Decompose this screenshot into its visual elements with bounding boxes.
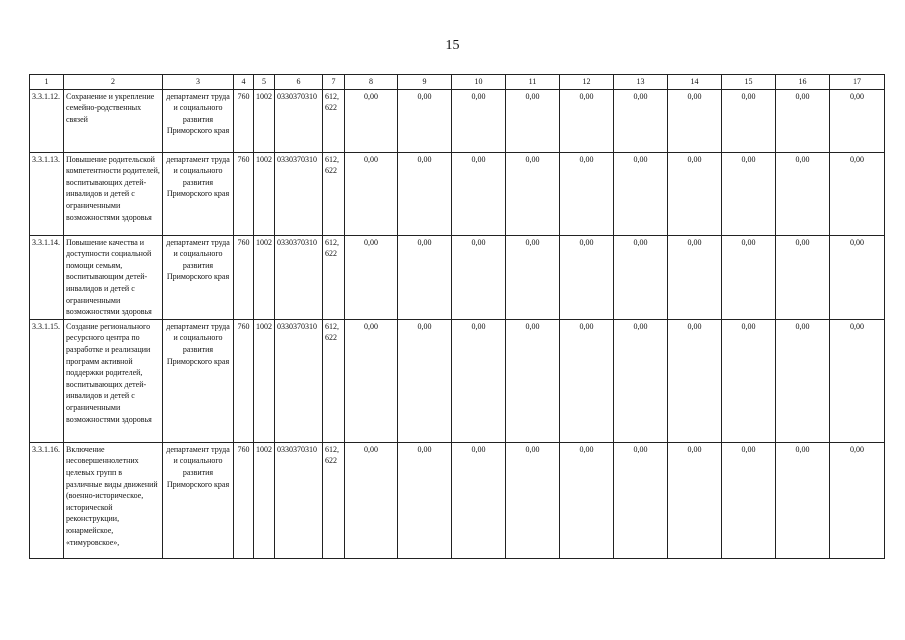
row-value: 0,00 (668, 319, 722, 442)
row-value: 0,00 (722, 152, 776, 235)
header-row (30, 75, 885, 90)
row-value: 0,00 (614, 152, 668, 235)
row-value: 0,00 (345, 235, 398, 319)
row-code: 3.3.1.15. (30, 319, 64, 442)
row-value: 0,00 (452, 89, 506, 152)
column-header: 2 (64, 75, 163, 90)
row-value: 0,00 (614, 319, 668, 442)
table-row (30, 319, 885, 442)
row-value: 0,00 (722, 89, 776, 152)
page-number: 15 (445, 38, 460, 53)
row-event-name: Сохранение и укрепление семейно-родственных связей (64, 89, 163, 152)
column-header: 14 (668, 75, 722, 90)
table-row (30, 152, 885, 235)
row-value: 0,00 (560, 89, 614, 152)
row-value: 0,00 (668, 442, 722, 558)
row-rzpr: 1002 (254, 89, 275, 152)
row-csr: 0330370310 (275, 442, 323, 558)
row-value: 0,00 (830, 319, 885, 442)
column-header: 16 (776, 75, 830, 90)
row-value: 0,00 (614, 89, 668, 152)
row-value: 0,00 (830, 89, 885, 152)
column-header: 11 (506, 75, 560, 90)
row-rzpr: 1002 (254, 319, 275, 442)
row-value: 0,00 (452, 152, 506, 235)
column-header: 1 (30, 75, 64, 90)
row-value: 0,00 (776, 319, 830, 442)
row-value: 0,00 (830, 442, 885, 558)
row-event-name: Повышение родительской компетентности родителей, воспитывающих детей-инвалидов и детей с ограниченными возможностями здоровья (64, 152, 163, 235)
row-value: 0,00 (614, 235, 668, 319)
row-grbs: 760 (234, 152, 254, 235)
row-csr: 0330370310 (275, 152, 323, 235)
budget-table (29, 74, 885, 559)
row-grbs: 760 (234, 442, 254, 558)
row-value: 0,00 (560, 235, 614, 319)
column-header: 4 (234, 75, 254, 90)
row-value: 0,00 (398, 319, 452, 442)
row-value: 0,00 (398, 152, 452, 235)
column-header: 7 (323, 75, 345, 90)
row-value: 0,00 (452, 319, 506, 442)
row-grbs: 760 (234, 319, 254, 442)
row-value: 0,00 (776, 152, 830, 235)
row-vr: 612, 622 (323, 319, 345, 442)
row-value: 0,00 (506, 89, 560, 152)
table-row (30, 235, 885, 319)
row-value: 0,00 (830, 235, 885, 319)
row-department: департамент труда и социального развития Приморского края (163, 89, 234, 152)
row-value: 0,00 (776, 235, 830, 319)
row-grbs: 760 (234, 89, 254, 152)
row-value: 0,00 (830, 152, 885, 235)
row-code: 3.3.1.14. (30, 235, 64, 319)
row-value: 0,00 (398, 442, 452, 558)
table-row (30, 442, 885, 558)
column-header: 5 (254, 75, 275, 90)
row-value: 0,00 (506, 235, 560, 319)
row-department: департамент труда и социального развития Приморского края (163, 152, 234, 235)
row-value: 0,00 (560, 152, 614, 235)
row-value: 0,00 (722, 319, 776, 442)
row-csr: 0330370310 (275, 89, 323, 152)
row-value: 0,00 (452, 235, 506, 319)
column-header: 10 (452, 75, 506, 90)
row-grbs: 760 (234, 235, 254, 319)
column-header: 9 (398, 75, 452, 90)
row-value: 0,00 (614, 442, 668, 558)
row-vr: 612, 622 (323, 442, 345, 558)
row-code: 3.3.1.12. (30, 89, 64, 152)
row-value: 0,00 (345, 442, 398, 558)
row-value: 0,00 (452, 442, 506, 558)
row-event-name: Создание регионального ресурсного центра по разработке и реализации программ активной поддержки родителей, воспитывающих детей-инвалидов и детей с ограниченными возможностями здоровья (64, 319, 163, 442)
row-value: 0,00 (560, 442, 614, 558)
row-code: 3.3.1.13. (30, 152, 64, 235)
row-code: 3.3.1.16. (30, 442, 64, 558)
row-value: 0,00 (345, 319, 398, 442)
row-department: департамент труда и социального развития Приморского края (163, 319, 234, 442)
row-value: 0,00 (776, 89, 830, 152)
row-value: 0,00 (722, 442, 776, 558)
row-department: департамент труда и социального развития Приморского края (163, 442, 234, 558)
column-header: 15 (722, 75, 776, 90)
row-value: 0,00 (668, 89, 722, 152)
column-header: 12 (560, 75, 614, 90)
column-header: 6 (275, 75, 323, 90)
row-rzpr: 1002 (254, 152, 275, 235)
column-header: 8 (345, 75, 398, 90)
column-header: 17 (830, 75, 885, 90)
row-rzpr: 1002 (254, 442, 275, 558)
row-value: 0,00 (776, 442, 830, 558)
row-value: 0,00 (345, 89, 398, 152)
row-event-name: Повышение качества и доступности социальной помощи семьям, воспитывающим детей-инвалидов и детей с ограниченными возможностями здоровья (64, 235, 163, 319)
row-value: 0,00 (345, 152, 398, 235)
column-header: 13 (614, 75, 668, 90)
row-rzpr: 1002 (254, 235, 275, 319)
row-csr: 0330370310 (275, 235, 323, 319)
column-header: 3 (163, 75, 234, 90)
row-value: 0,00 (668, 235, 722, 319)
row-value: 0,00 (668, 152, 722, 235)
table-row (30, 89, 885, 152)
row-csr: 0330370310 (275, 319, 323, 442)
row-event-name: Включение несовершеннолетних целевых групп в различные виды движений (военно-историческое, исторической реконструкции, юнармейское, «тимуровское», (64, 442, 163, 558)
row-value: 0,00 (506, 152, 560, 235)
row-vr: 612, 622 (323, 235, 345, 319)
row-value: 0,00 (506, 319, 560, 442)
row-value: 0,00 (560, 319, 614, 442)
row-value: 0,00 (506, 442, 560, 558)
row-department: департамент труда и социального развития Приморского края (163, 235, 234, 319)
row-value: 0,00 (722, 235, 776, 319)
row-vr: 612, 622 (323, 89, 345, 152)
row-value: 0,00 (398, 235, 452, 319)
row-vr: 612, 622 (323, 152, 345, 235)
row-value: 0,00 (398, 89, 452, 152)
